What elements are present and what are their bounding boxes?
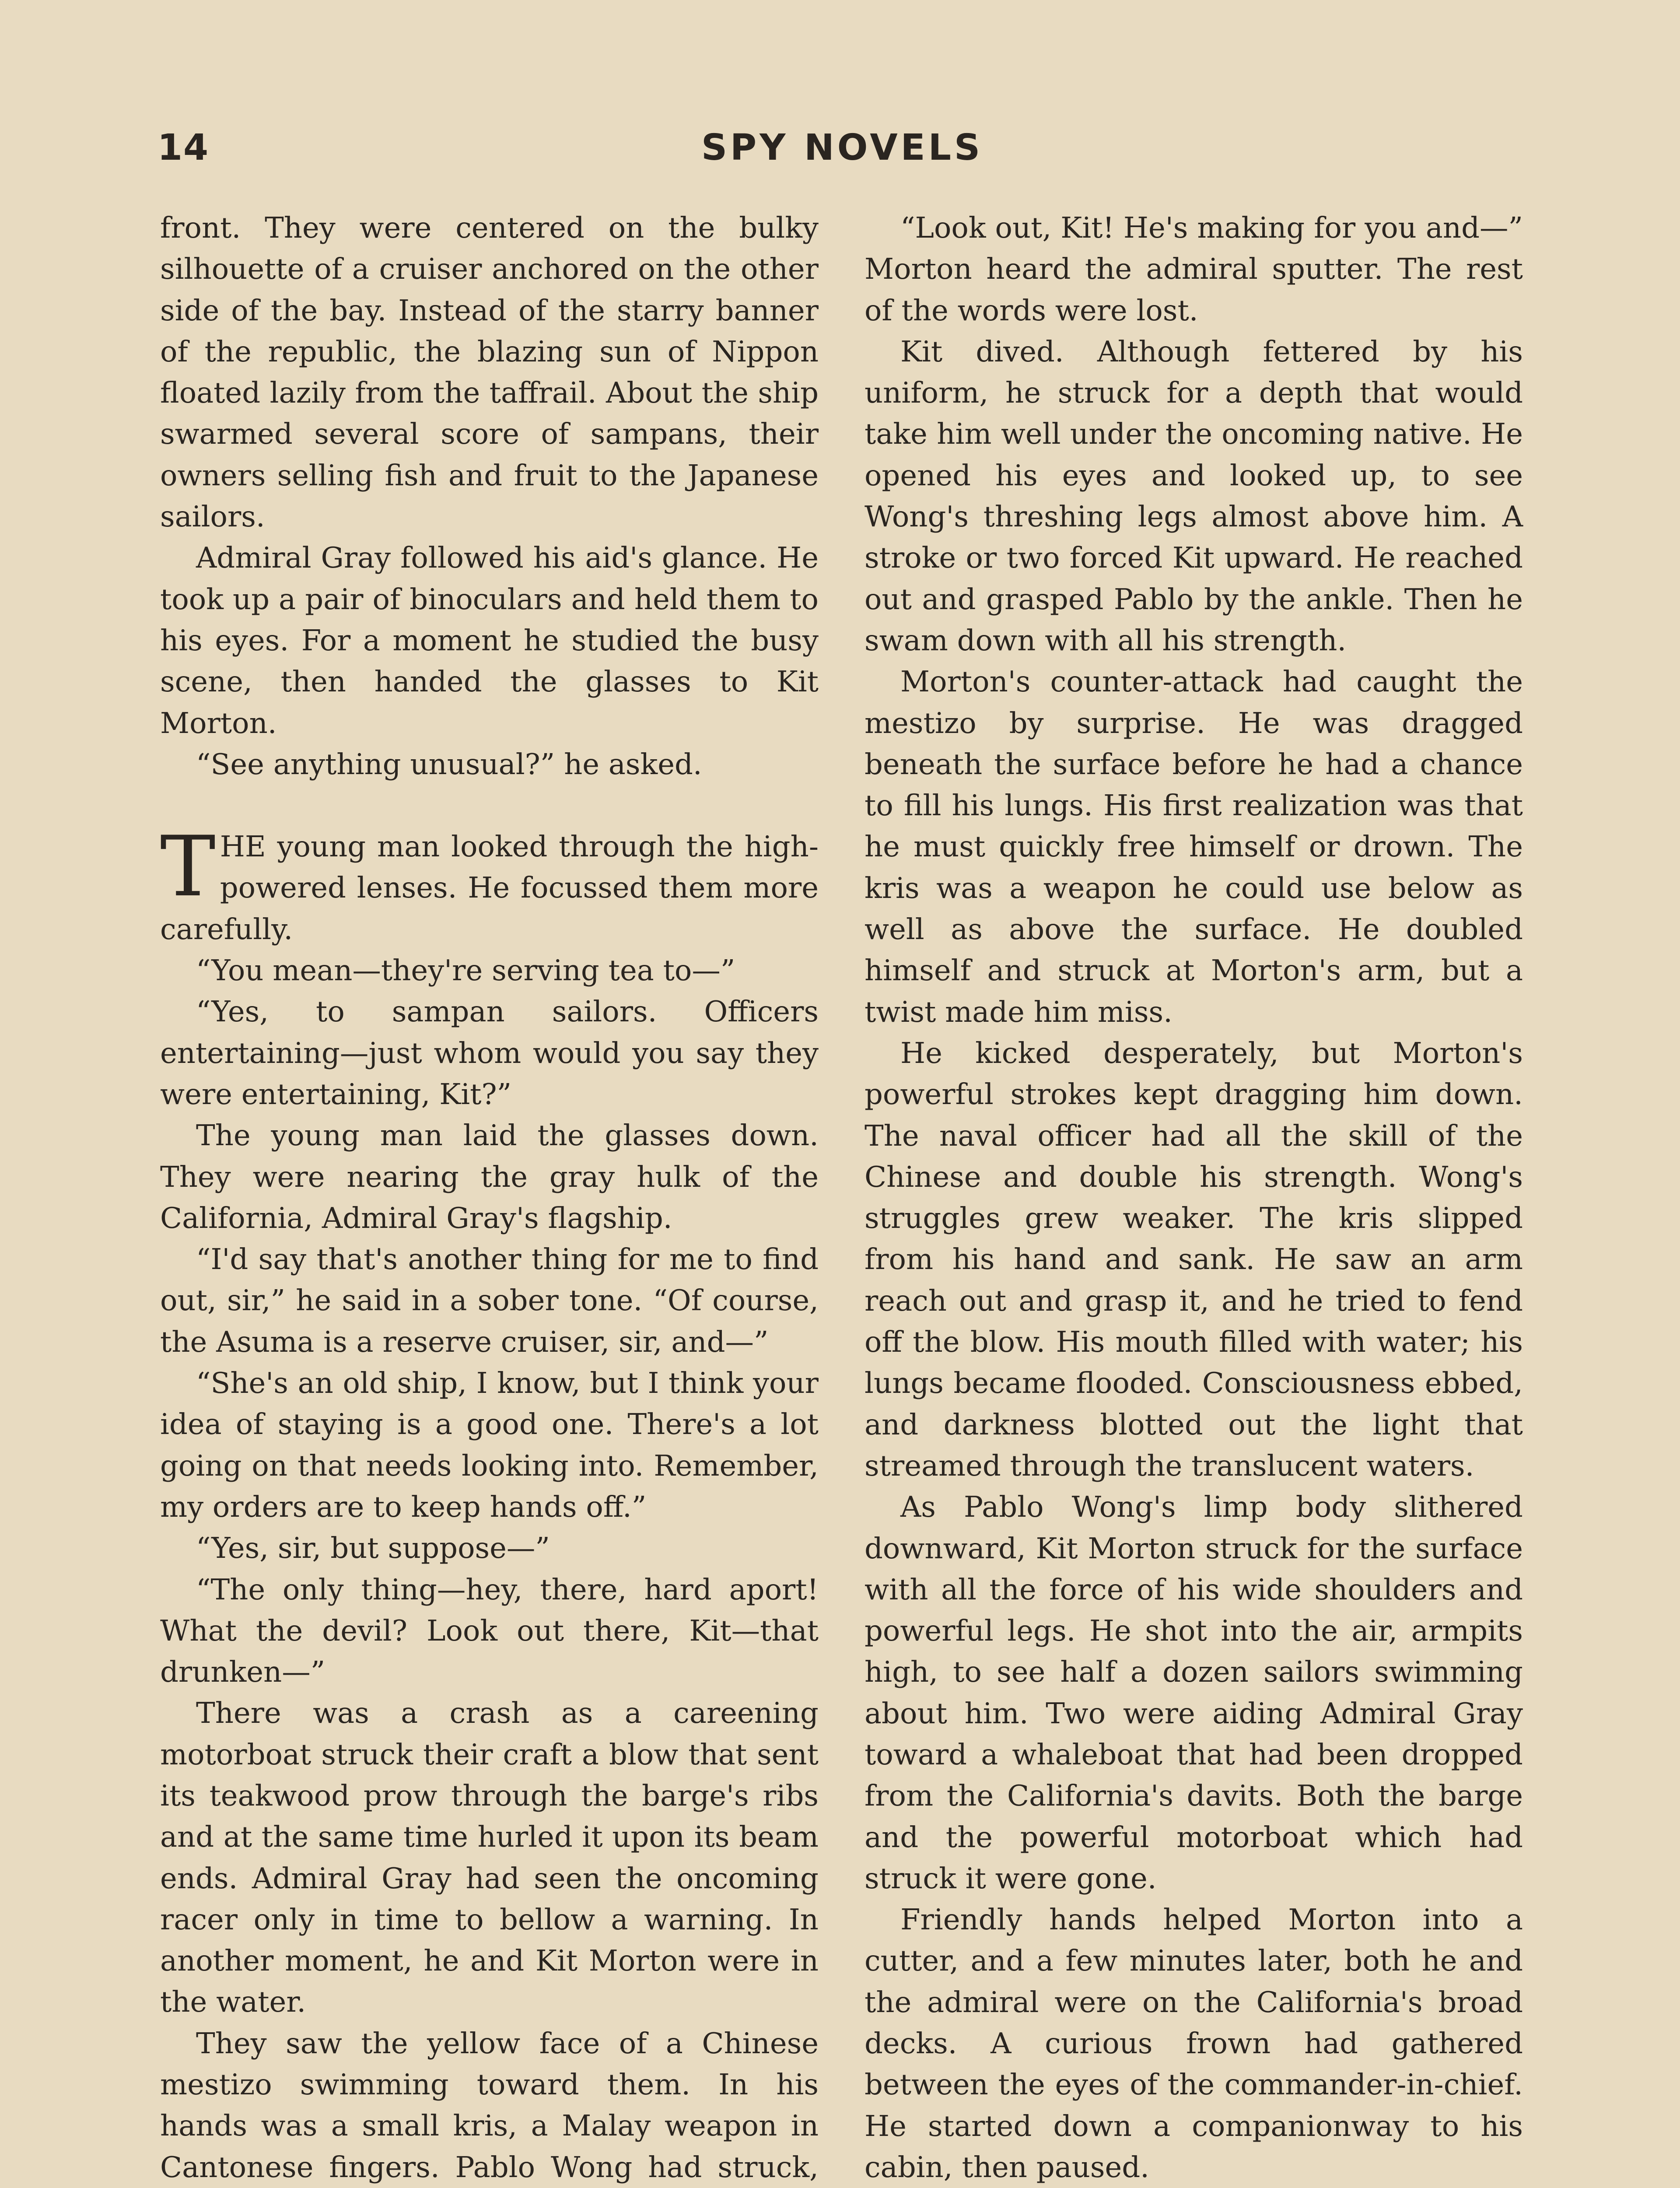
paragraph: Morton's counter-attack had caught the mestizo by surprise. He was dragged beneath the surface before he had a chance to fill his lungs. His first realization was that he must quickly free himself or drown. The kris was a weapon he could use below as well as above the surface. He doubled himself and struck at Morton's arm, but a twist made him miss. [864, 665, 1523, 1029]
paragraph: “She's an old ship, I know, but I think your idea of staying is a good one. There's a lot going on that needs looking into. Remember, my orders are to keep hands off.” [160, 1367, 819, 1524]
page-header [158, 127, 1527, 179]
paragraph: He kicked desperately, but Morton's powerful strokes kept dragging him down. The naval officer had all the skill of the Chinese and double his strength. Wong's struggles grew weaker. The kris slipped from his hand and sank. He saw an arm reach out and grasp it, and he tried to fend off the blow. His mouth filled with water; his lungs became flooded. Consciousness ebbed, and darkness blotted out the light that streamed through the translucent waters. [864, 1036, 1523, 1483]
paragraph: “I'd say that's another thing for me to find out, sir,” he said in a sober tone. “Of course, the Asuma is a reserve cruiser, sir, and—” [160, 1243, 819, 1359]
section-start-paragraph [160, 818, 819, 950]
paragraph: front. They were centered on the bulky silhouette of a cruiser anchored on the other side of the bay. Instead of the starry banner of the republic, the blazing sun of Nippon floated lazily from the taffrail. About the ship swarmed several score of sampans, their owners selling fish and fruit to the Japanese sailors. [160, 211, 819, 534]
paragraph: “Yes, sir, but suppose—” [196, 1532, 550, 1565]
left-column [160, 207, 819, 2188]
paragraph: “Yes, to sampan sailors. Officers entertaining—just whom would you say they were entertaining, Kit?” [160, 995, 819, 1111]
right-column [864, 207, 1523, 2188]
paragraph: “Look out, Kit! He's making for you and—” Morton heard the admiral sputter. The rest of the words were lost. [864, 211, 1523, 327]
paragraph: “The only thing—hey, there, hard aport! What the devil? Look out there, Kit—that drunken—” [160, 1573, 819, 1689]
paragraph: “You mean—they're serving tea to—” [196, 954, 735, 988]
paragraph: Kit dived. Although fettered by his uniform, he struck for a depth that would take him well under the oncoming native. He opened his eyes and looked up, to see Wong's threshing legs almost above him. A stroke or two forced Kit upward. He reached out and grasped Pablo by the ankle. Then he swam down with all his strength. [864, 335, 1523, 657]
paragraph: The young man laid the glasses down. They were nearing the gray hulk of the California, Admiral Gray's flagship. [160, 1119, 819, 1235]
paragraph: As Pablo Wong's limp body slithered downward, Kit Morton struck for the surface with all the force of his wide shoulders and powerful legs. He shot into the air, armpits high, to see half a dozen sailors swimming about him. Two were aiding Admiral Gray toward a whaleboat that had been dropped from the California's davits. Both the barge and the powerful motorboat which had struck it were gone. [864, 1490, 1523, 1895]
paragraph-text: HE young man looked through the high-powered lenses. He focussed them more carefully. [160, 830, 819, 946]
paragraph: Friendly hands helped Morton into a cutter, and a few minutes later, both he and the admiral were on the California's broad decks. A curious frown had gathered between the eyes of the commander-in-chief. He started down a companionway to his cabin, then paused. [864, 1903, 1523, 2184]
running-title: SPY NOVELS [701, 127, 983, 168]
paragraph: Admiral Gray followed his aid's glance. He took up a pair of binoculars and held them to his eyes. For a moment he studied the busy scene, then handed the glasses to Kit Morton. [160, 541, 819, 740]
paragraph: “See anything unusual?” he asked. [196, 747, 702, 781]
paragraph: They saw the yellow face of a Chinese mestizo swimming toward them. In his hands was a small kris, a Malay weapon in Cantonese fingers. Pablo Wong had struck, [160, 2027, 819, 2184]
paragraph: There was a crash as a careening motorboat struck their craft a blow that sent its teakwood prow through the barge's ribs and at the same time hurled it upon its beam ends. Admiral Gray had seen the oncoming racer only in time to bellow a warning. In another moment, he and Kit Morton were in the water. [160, 1697, 819, 2019]
drop-cap: T [160, 818, 216, 915]
page-number: 14 [158, 127, 210, 168]
